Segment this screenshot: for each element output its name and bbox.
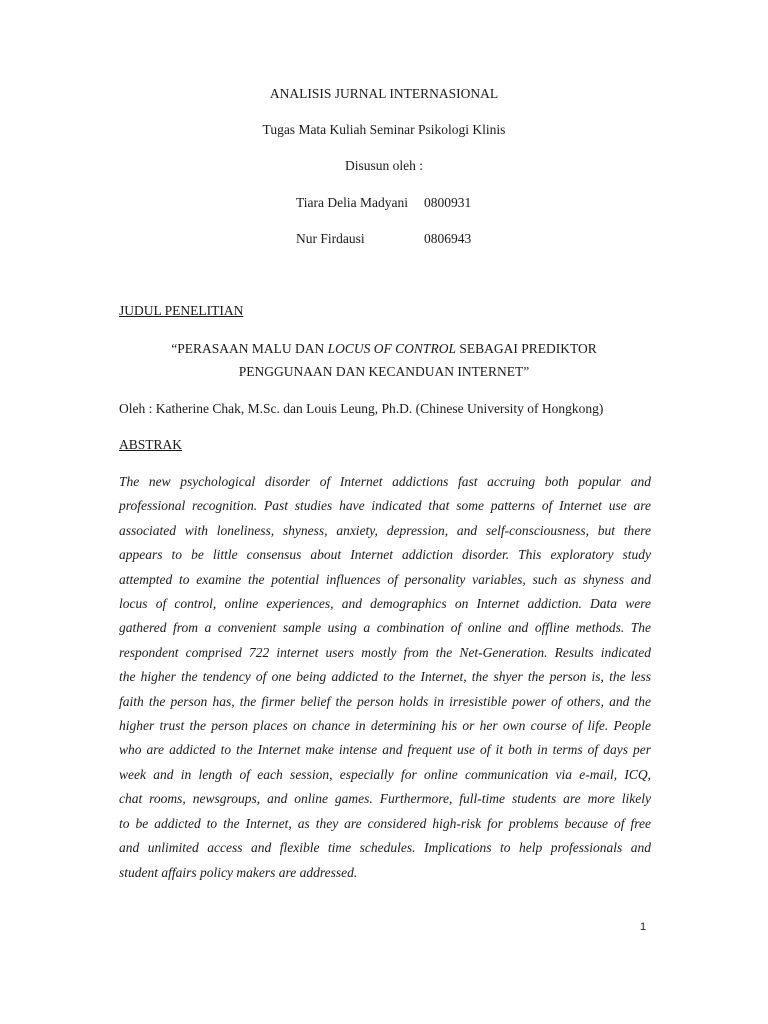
abstract-line: faith the person has, the firmer belief the person holds in irresistible power of others, and the (119, 693, 651, 709)
abstract-line: to be addicted to the Internet, as they are considered high-risk for problems because of free (119, 815, 651, 831)
abstract-body (119, 470, 651, 885)
abstract-line: higher trust the person places on chance in determining his or her own course of life. People (119, 718, 651, 734)
abstract-line: attempted to examine the potential influences of personality variables, such as shyness and (119, 571, 651, 587)
document-title: ANALISIS JURNAL INTERNASIONAL (269, 86, 499, 101)
abstract-line: week and in length of each session, especially for online communication via e-mail, ICQ, (119, 766, 651, 782)
course-subtitle: Tugas Mata Kuliah Seminar Psikologi Klinis (262, 122, 506, 137)
abstract-line: The new psychological disorder of Internet addictions fast accruing both popular and (119, 474, 651, 489)
research-title-part: SEBAGAI PREDIKTOR (455, 341, 597, 356)
abstract-line: and unlimited access and flexible time schedules. Implications to help professionals and (119, 840, 651, 856)
compiled-by-label: Disusun oleh : (344, 158, 423, 173)
abstract-line: chat rooms, newsgroups, and online games. Furthermore, full-time students are more likely (119, 791, 651, 807)
research-title-italic: LOCUS OF CONTROL (327, 341, 456, 356)
abstract-line: student affairs policy makers are addressed. (119, 864, 358, 880)
abstract-line: respondent comprised 722 internet users mostly from the Net-Generation. Results indicated (119, 644, 651, 660)
abstract-line: associated with loneliness, shyness, anxiety, depression, and self-consciousness, but there (119, 522, 651, 538)
author-nim: 0800931 (424, 195, 472, 210)
research-authors: Oleh : Katherine Chak, M.Sc. dan Louis Leung, Ph.D. (Chinese University of Hongkong) (119, 401, 604, 416)
section-heading-judul: JUDUL PENELITIAN (119, 303, 244, 318)
abstract-line: gathered from a convenient sample using a combination of online and offline methods. The (119, 620, 651, 636)
author-row (296, 195, 471, 211)
author-row (296, 231, 471, 247)
abstract-line: who are addicted to the Internet make intense and frequent use of it both in terms of days per (119, 742, 651, 758)
research-title-line-2: PENGGUNAAN DAN KECANDUAN INTERNET” (238, 364, 530, 379)
abstract-line: professional recognition. Past studies have indicated that some patterns of Internet use are (119, 498, 651, 514)
abstract-line: appears to be little consensus about Internet addiction disorder. This exploratory study (119, 547, 651, 563)
abstract-line: the higher the tendency of one being addicted to the Internet, the shyer the person is, the less (119, 669, 651, 685)
author-name: Nur Firdausi (296, 231, 365, 246)
research-title-line-1 (0, 341, 768, 357)
page-number: 1 (640, 921, 647, 933)
author-name: Tiara Delia Madyani (296, 195, 408, 210)
section-heading-abstrak: ABSTRAK (119, 437, 183, 452)
research-title-part: “PERASAAN MALU DAN (171, 341, 328, 356)
abstract-line: locus of control, online experiences, and demographics on Internet addiction. Data were (119, 596, 651, 612)
author-nim: 0806943 (424, 231, 472, 246)
